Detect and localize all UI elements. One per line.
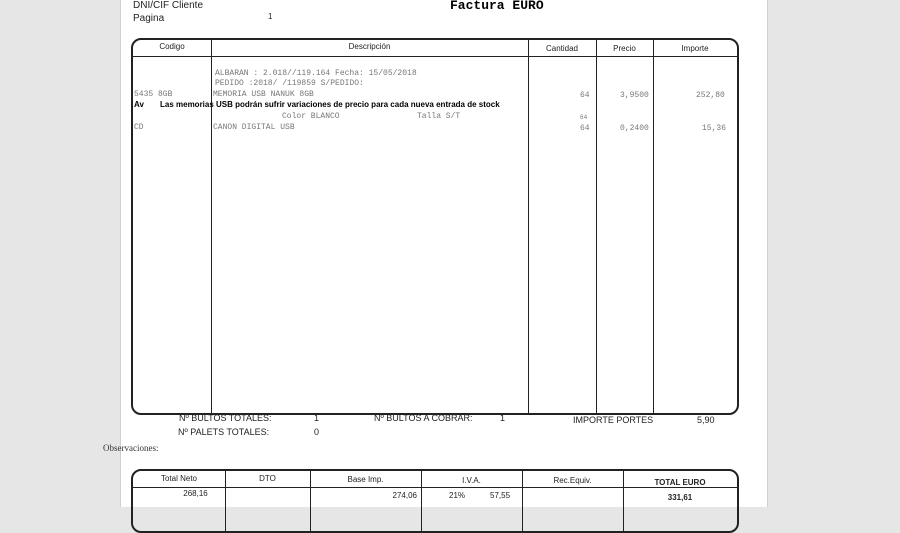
row-importe: 252,80 bbox=[696, 91, 725, 100]
pagina-value: 1 bbox=[268, 12, 273, 21]
iva-value: 57,55 bbox=[490, 491, 511, 500]
row-cantidad: 64 bbox=[580, 91, 590, 100]
bultos-totales-value: 1 bbox=[314, 413, 320, 423]
pagina-label: Pagina bbox=[133, 13, 165, 24]
iva-pct-value: 21% bbox=[449, 491, 466, 500]
row-descripcion: CANON DIGITAL USB bbox=[213, 123, 295, 132]
col-rec-equiv: Rec.Equiv. bbox=[553, 476, 592, 485]
row-precio: 3,9500 bbox=[620, 91, 649, 100]
row-codigo: Av bbox=[134, 100, 144, 109]
col-dto: DTO bbox=[259, 474, 276, 483]
col-precio: Precio bbox=[613, 44, 636, 53]
total-euro-value: 331,61 bbox=[667, 493, 693, 502]
bultos-cobrar-label: Nº BULTOS A COBRAR: bbox=[374, 413, 473, 423]
base-imp-value: 274,06 bbox=[392, 491, 417, 500]
row-cantidad: 64 bbox=[580, 124, 590, 133]
col-iva: I.V.A. bbox=[462, 476, 481, 485]
invoice-title: Factura EURO bbox=[450, 0, 544, 13]
col-descripcion: Descripción bbox=[348, 42, 391, 51]
bultos-totales-label: Nº BULTOS TOTALES: bbox=[179, 413, 272, 423]
observaciones-label: Observaciones: bbox=[103, 443, 159, 453]
total-neto-value: 268,16 bbox=[183, 489, 208, 498]
col-codigo: Codigo bbox=[159, 42, 185, 51]
row-cantidad: 64 bbox=[580, 114, 588, 121]
row-precio: 0,2400 bbox=[620, 124, 649, 133]
row-descripcion: MEMORIA USB NANUK 8GB bbox=[213, 90, 314, 99]
palets-value: 0 bbox=[314, 427, 320, 437]
albaran-line: ALBARAN : 2.018//119.164 Fecha: 15/05/2018 bbox=[215, 69, 417, 78]
col-cantidad: Cantidad bbox=[545, 44, 579, 53]
row-talla: Talla S/T bbox=[417, 112, 461, 121]
bultos-cobrar-value: 1 bbox=[500, 413, 506, 423]
row-importe: 15,36 bbox=[702, 124, 727, 133]
palets-label: Nº PALETS TOTALES: bbox=[178, 427, 270, 437]
row-notice: Las memorias USB podrán sufrir variaciones de precio para cada nueva entrada de stock bbox=[160, 100, 500, 109]
cliente-label: DNI/CIF Cliente bbox=[133, 0, 204, 11]
row-codigo: CD bbox=[134, 123, 144, 132]
portes-label: IMPORTE PORTES bbox=[573, 415, 654, 425]
col-base-imp: Base Imp. bbox=[347, 475, 384, 484]
portes-value: 5,90 bbox=[697, 415, 715, 425]
totals-table bbox=[131, 469, 739, 533]
pedido-line: PEDIDO :2018/ /119859 S/PEDIDO: bbox=[215, 79, 364, 88]
col-total-neto: Total Neto bbox=[160, 474, 198, 483]
row-codigo: 5435 8GB bbox=[134, 90, 173, 99]
col-total-euro: TOTAL EURO bbox=[654, 478, 706, 487]
row-color: Color BLANCO bbox=[282, 112, 340, 121]
col-importe: Importe bbox=[681, 44, 709, 53]
